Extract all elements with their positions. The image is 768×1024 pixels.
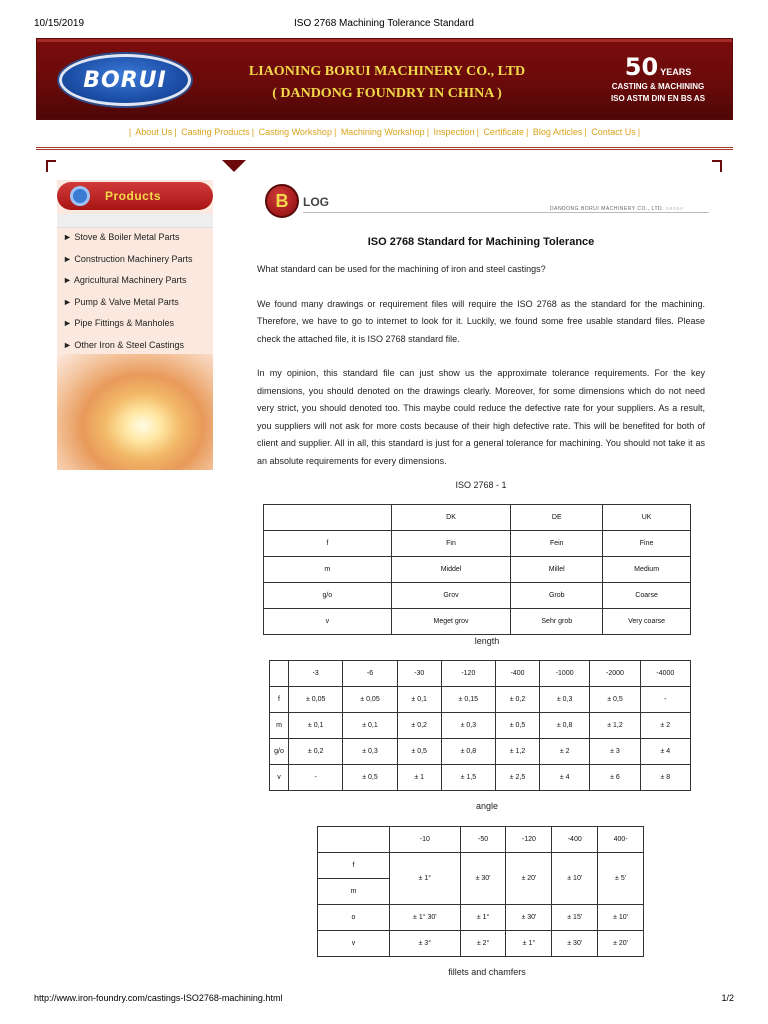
table-cell: ± 0,3 [441,713,495,739]
table-row [270,739,691,765]
table-header-cell: -2000 [590,661,640,687]
table-cell: ± 0,1 [343,713,397,739]
caption-fillets-chamfers: fillets and chamfers [448,967,526,977]
print-title: ISO 2768 Machining Tolerance Standard [294,18,474,29]
table-cell: ± 0,05 [289,687,343,713]
table-row [318,905,644,931]
years-label: YEARS [660,67,692,77]
products-list [63,230,213,359]
print-url[interactable]: http://www.iron-foundry.com/castings-ISO2768-machining.html [34,993,283,1003]
gear-icon [70,186,90,206]
corner-ornament-triangle [222,160,246,172]
nav-certificate[interactable]: Certificate [483,127,524,137]
table-cell: Coarse [603,583,691,609]
table-cell: Fin [391,531,511,557]
table-cell [270,661,289,687]
product-link-pump-valve[interactable]: ► Pump & Valve Metal Parts [63,296,179,307]
products-subbar [57,214,213,228]
table-header-row [264,505,691,531]
table-cell: Very coarse [603,609,691,635]
table-cell: ± 0,2 [496,687,540,713]
table-header-cell: -3 [289,661,343,687]
table-header-cell: DE [511,505,603,531]
product-link-construction[interactable]: ► Construction Machinery Parts [63,253,193,264]
nav-casting-products[interactable]: Casting Products [181,127,250,137]
table-cell: v [270,765,289,791]
molten-metal-image [57,354,213,470]
table-cell: ± 0,8 [540,713,590,739]
table-cell: ± 2° [460,931,506,957]
table-header-row [318,827,644,853]
table-cell: ± 0,15 [441,687,495,713]
table-cell: ± 30' [460,853,506,905]
table-row [264,531,691,557]
blog-letter-icon: B [265,184,299,218]
table-header-cell: -1000 [540,661,590,687]
table-header-cell: -50 [460,827,506,853]
table-cell: ± 0,5 [496,713,540,739]
table-cell: ± 1° 30' [390,905,461,931]
angle-tolerance-table [317,826,644,957]
table-cell: ± 5' [598,853,644,905]
table-cell: ± 2,5 [496,765,540,791]
company-line-1: LIAONING BORUI MACHINERY CO., LTD [248,64,526,79]
nav-casting-workshop[interactable]: Casting Workshop [258,127,332,137]
nav-about-us[interactable]: About Us [135,127,173,137]
table-cell: ± 30' [552,931,598,957]
table-cell: ± 3 [590,739,640,765]
table-cell: ± 0,1 [397,687,441,713]
table-cell: ± 20' [506,853,552,905]
table-cell: ± 0,5 [397,739,441,765]
company-line-2: ( DANDONG FOUNDRY IN CHINA ) [272,86,502,101]
logo-text: BORUI [83,67,167,93]
table-cell: ± 30' [506,905,552,931]
table-header-cell: 400- [598,827,644,853]
table-cell: ± 10' [552,853,598,905]
table-cell: ± 0,2 [289,739,343,765]
article-paragraph-1: What standard can be used for the machining of iron and steel castings? [257,264,546,274]
table-cell: ± 4 [640,739,690,765]
caption-iso-2768-1: ISO 2768 - 1 [455,480,507,490]
table-cell: ± 1,2 [590,713,640,739]
table-cell: ± 0,2 [397,713,441,739]
nav-machining-workshop[interactable]: Machining Workshop [340,127,425,137]
products-title: Products [105,189,162,203]
table-cell: - [640,687,690,713]
table-cell: ± 4 [540,765,590,791]
table-cell: ± 1,5 [441,765,495,791]
table-row [270,765,691,791]
table-header-cell: DK [391,505,511,531]
article-paragraph-2: We found many drawings or requirement files will require the ISO 2768 as the standard for the machining. Therefore, we have to go to internet to look for it. Luckily, we found some free usable standard files. Please check the attached file, it is ISO 2768 standard file. [257,298,705,344]
caption-length: length [474,636,500,646]
table-cell: v [264,609,392,635]
article-title: ISO 2768 Standard for Machining Tolerance [367,236,595,248]
borui-logo[interactable] [59,54,191,106]
table-cell: f [270,687,289,713]
table-header-row [270,661,691,687]
print-page-number: 1/2 [721,993,734,1003]
nav-contact-us[interactable]: Contact Us [591,127,636,137]
tagline-2: ISO ASTM DIN EN BS AS [610,94,706,103]
table-cell: ± 0,5 [343,765,397,791]
table-header-cell: -4000 [640,661,690,687]
table-header-cell: -400 [496,661,540,687]
table-header-cell: -120 [506,827,552,853]
grade-names-table [263,504,691,635]
table-header-cell: -10 [390,827,461,853]
table-cell: ± 1° [390,853,461,905]
table-cell: Fine [603,531,691,557]
blog-company-tag: DANDONG BORUI MACHINERY CO., LTD. ○○○○○ [550,206,684,212]
table-cell: Meget grov [391,609,511,635]
table-cell: ± 20' [598,931,644,957]
table-cell: ± 0,1 [289,713,343,739]
table-header-cell: UK [603,505,691,531]
main-nav: | About Us | Casting Products | Casting Workshop | Machining Workshop | Inspection | Certificate | Blog Articles | Contact Us | [36,121,733,150]
blog-word: LOG [303,195,329,209]
table-cell: f [318,853,390,879]
nav-inspection[interactable]: Inspection [433,127,475,137]
table-cell: ± 10' [598,905,644,931]
table-cell: ± 1° [506,931,552,957]
table-cell: ± 1,2 [496,739,540,765]
table-cell: ± 0,8 [441,739,495,765]
table-cell: ± 1° [460,905,506,931]
table-cell: f [264,531,392,557]
print-header [34,18,734,32]
table-cell: m [264,557,392,583]
table-cell: Middel [391,557,511,583]
table-cell: g/o [270,739,289,765]
table-cell: ± 0,3 [343,739,397,765]
article-paragraph-3: In my opinion, this standard file can just show us the approximate tolerance requirements. For the key dimensions, you should denoted on the drawings clearly. Moreover, for some dimensions which do not need very strict, you should denoted too. This maybe could reduce the defective rate for your suppliers. As a result, you suppliers will not ask for more costs because of their high defective rate. This will be benefited for both of client and supplier. All in all, this standard is just for a general tolerance for machining. You should not take it as an absolute requirements for every dimensions. [257,368,705,466]
years-number: 50 [624,53,659,81]
table-row [264,609,691,635]
table-cell: Grov [391,583,511,609]
length-tolerance-table [269,660,691,791]
products-sidebar [57,180,213,470]
table-cell [264,505,392,531]
site-banner [36,38,733,120]
table-cell: o [318,905,390,931]
table-row [318,931,644,957]
table-cell: Fein [511,531,603,557]
table-cell: - [289,765,343,791]
table-row [264,557,691,583]
table-row [270,687,691,713]
table-cell: ± 3° [390,931,461,957]
products-header [57,182,213,210]
table-cell: ± 6 [590,765,640,791]
table-row [270,713,691,739]
print-footer [34,993,734,1007]
table-cell: v [318,931,390,957]
blog-divider [303,212,709,213]
table-header-cell: -400 [552,827,598,853]
print-date: 10/15/2019 [34,18,85,29]
product-link-pipe-fittings[interactable]: ► Pipe Fittings & Manholes [63,318,174,328]
caption-angle: angle [475,801,499,811]
product-link-stove-boiler[interactable]: ► Stove & Boiler Metal Parts [63,232,180,242]
table-cell: Grob [511,583,603,609]
table-cell: Millel [511,557,603,583]
fifty-years-badge [602,53,714,105]
table-cell: ± 1 [397,765,441,791]
table-cell: m [270,713,289,739]
tagline-1: CASTING & MACHINING [611,82,705,91]
table-cell: ± 0,5 [590,687,640,713]
table-cell: m [318,879,390,905]
product-link-agricultural[interactable]: ► Agricultural Machinery Parts [63,275,187,285]
table-cell: ± 2 [540,739,590,765]
table-cell: ± 15' [552,905,598,931]
product-link-other-castings[interactable]: ► Other Iron & Steel Castings [63,339,184,350]
table-header-cell: -6 [343,661,397,687]
table-cell: ± 0,3 [540,687,590,713]
company-name [237,61,537,105]
table-header-cell: -120 [441,661,495,687]
table-cell [318,827,390,853]
article-body [257,232,705,470]
table-row [318,853,644,879]
table-cell: ± 0,05 [343,687,397,713]
table-cell: g/o [264,583,392,609]
table-cell: Sehr grob [511,609,603,635]
corner-ornament-left [46,160,56,172]
table-row [264,583,691,609]
table-cell: Medium [603,557,691,583]
corner-ornament-right [712,160,722,172]
nav-blog-articles[interactable]: Blog Articles [532,127,583,137]
table-header-cell: -30 [397,661,441,687]
table-cell: ± 2 [640,713,690,739]
table-cell: ± 8 [640,765,690,791]
